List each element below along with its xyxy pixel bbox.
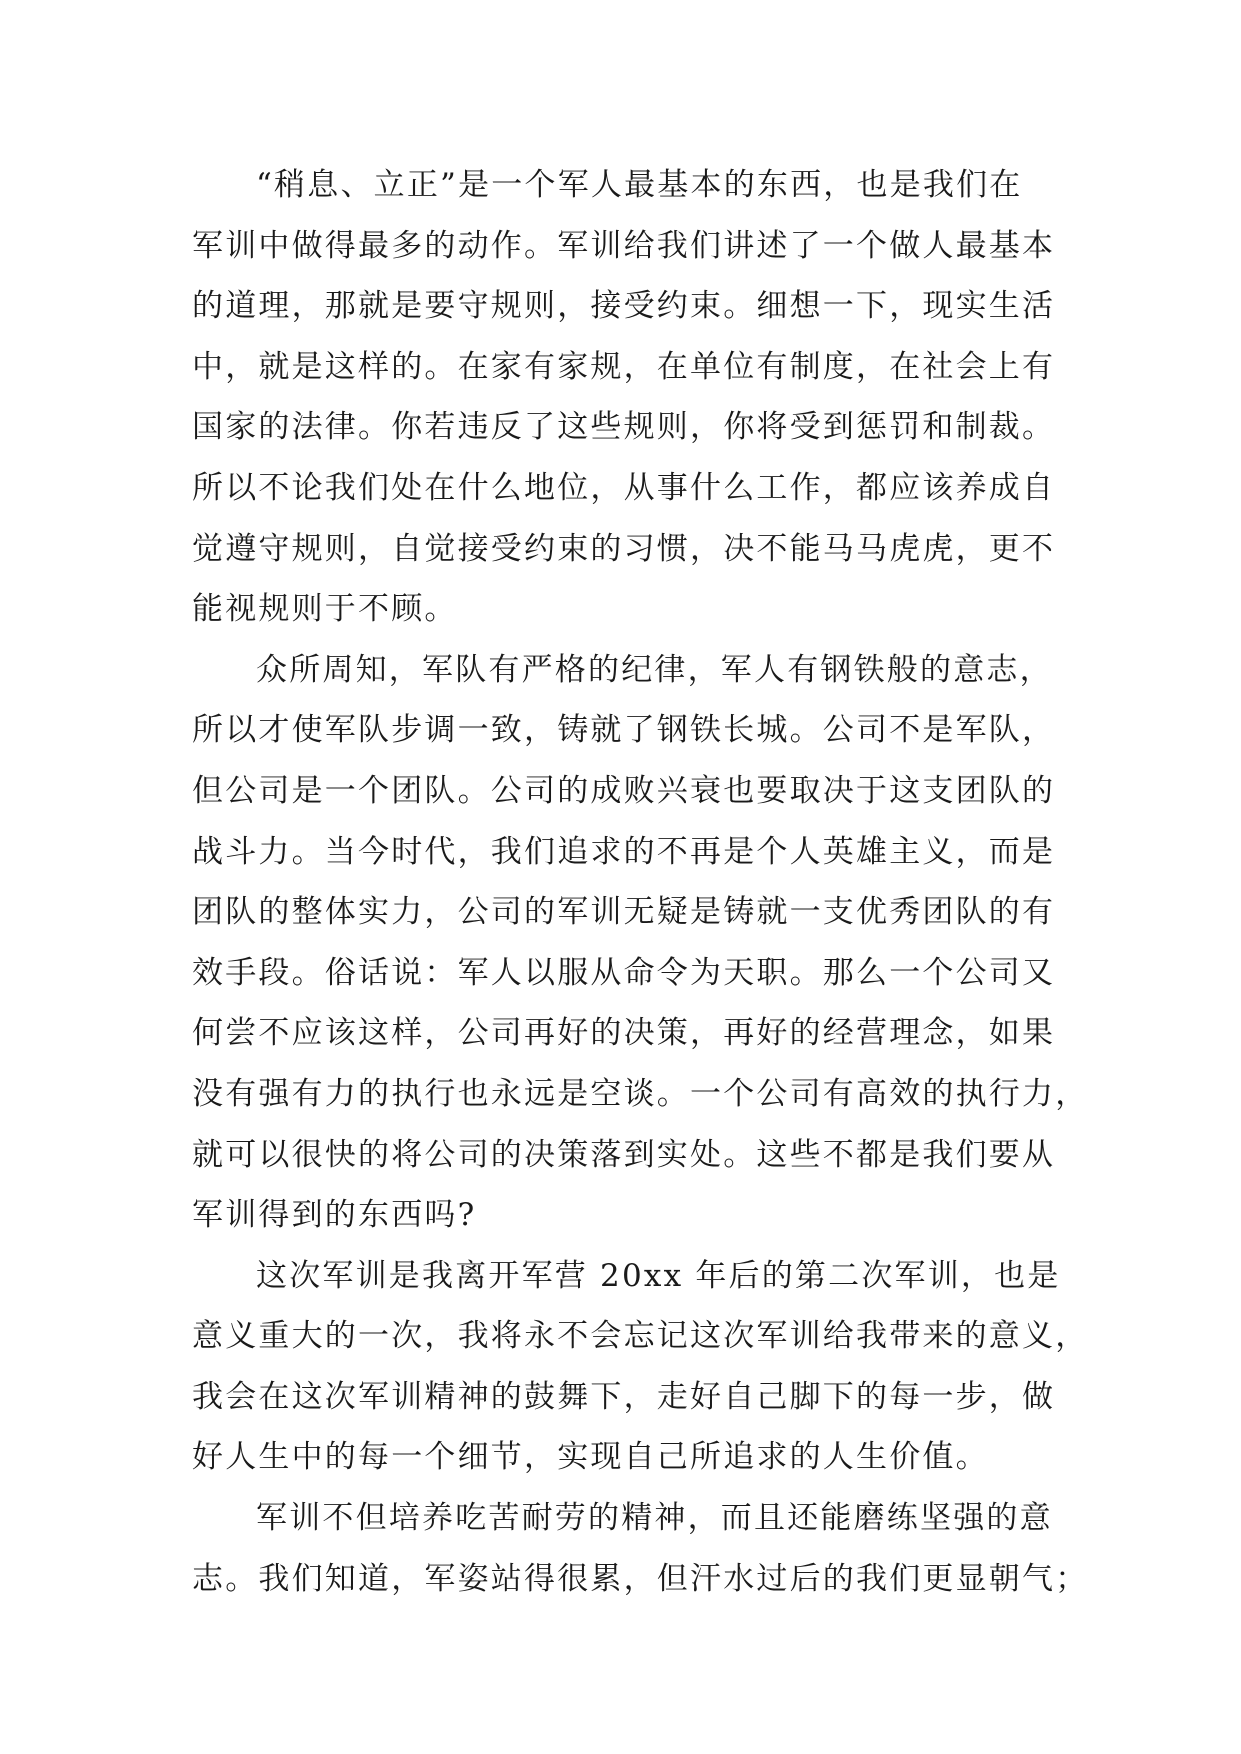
text-line: 志。我们知道，军姿站得很累，但汗水过后的我们更显朝气； <box>192 1560 1089 1597</box>
text-line: 军训不但培养吃苦耐劳的精神，而且还能磨练坚强的意 <box>256 1500 1053 1537</box>
text-line: “稍息、立正”是一个军人最基本的东西，也是我们在 <box>256 167 1023 203</box>
text-line: 觉遵守规则，自觉接受约束的习惯，决不能马马虎虎，更不 <box>192 530 1056 567</box>
text-line: 所以不论我们处在什么地位，从事什么工作，都应该养成自 <box>192 469 1056 506</box>
text-line: 没有强有力的执行也永远是空谈。一个公司有高效的执行力， <box>192 1075 1089 1112</box>
text-line: 团队的整体实力，公司的军训无疑是铸就一支优秀团队的有 <box>192 894 1056 931</box>
text-line: 所以才使军队步调一致，铸就了钢铁长城。公司不是军队， <box>192 712 1056 749</box>
text-line: 意义重大的一次，我将永不会忘记这次军训给我带来的意义， <box>192 1318 1089 1355</box>
text-line: 我会在这次军训精神的鼓舞下，走好自己脚下的每一步，做 <box>192 1378 1056 1415</box>
text-line: 就可以很快的将公司的决策落到实处。这些不都是我们要从 <box>192 1136 1056 1173</box>
text-line: 战斗力。当今时代，我们追求的不再是个人英雄主义，而是 <box>192 833 1056 870</box>
text-line: 中，就是这样的。在家有家规，在单位有制度，在社会上有 <box>192 348 1056 385</box>
text-line: 的道理，那就是要守规则，接受约束。细想一下，现实生活 <box>192 288 1056 325</box>
text-line: 效手段。俗话说：军人以服从命令为天职。那么一个公司又 <box>192 954 1056 991</box>
text-line: 军训得到的东西吗? <box>192 1197 477 1234</box>
text-line: 众所周知，军队有严格的纪律，军人有钢铁般的意志， <box>256 651 1053 688</box>
text-line: 但公司是一个团队。公司的成败兴衰也要取决于这支团队的 <box>192 772 1056 809</box>
text-line: 何尝不应该这样，公司再好的决策，再好的经营理念，如果 <box>192 1015 1056 1052</box>
text-line: 好人生中的每一个细节，实现自己所追求的人生价值。 <box>192 1439 989 1476</box>
text-line: 军训中做得最多的动作。军训给我们讲述了一个做人最基本 <box>192 227 1056 264</box>
body-text <box>192 155 1089 1609</box>
text-line: 国家的法律。你若违反了这些规则，你将受到惩罚和制裁。 <box>192 409 1056 446</box>
text-line: 这次军训是我离开军营 20xx 年后的第二次军训，也是 <box>256 1257 1061 1294</box>
text-line: 能视规则于不顾。 <box>192 591 458 628</box>
